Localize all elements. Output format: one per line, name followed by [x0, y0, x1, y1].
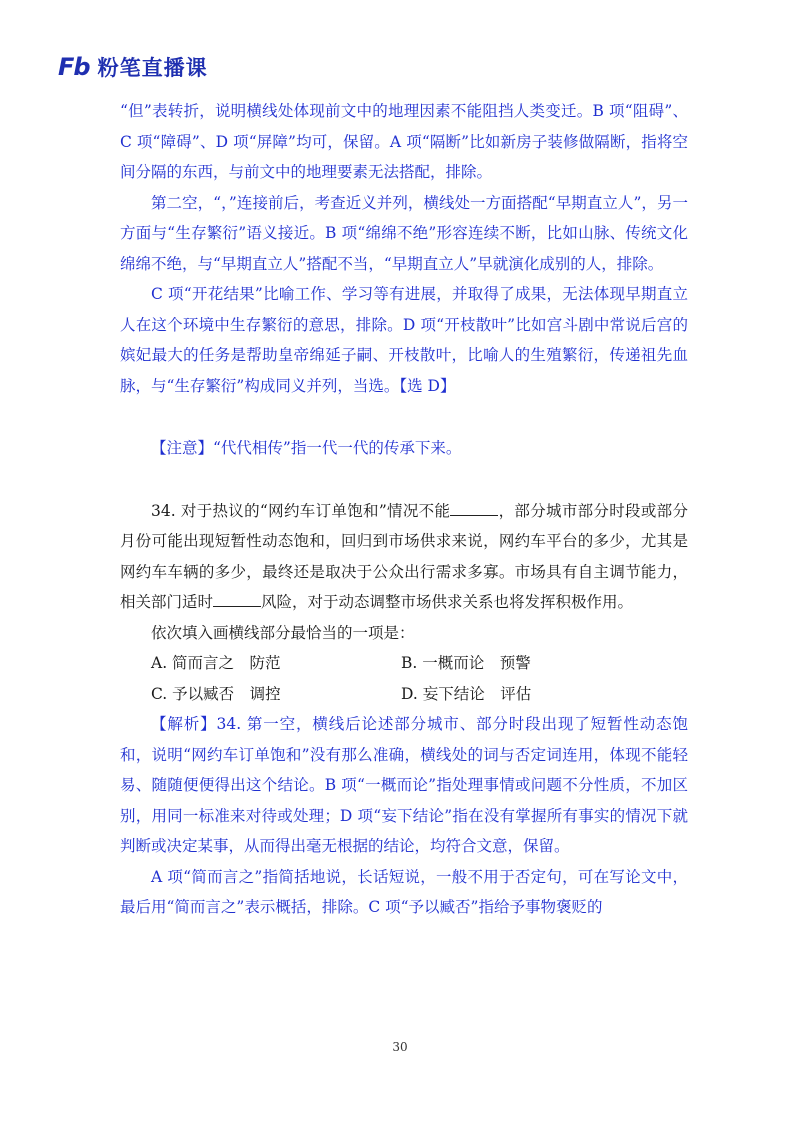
document-body	[120, 96, 688, 923]
question-prompt: 依次填入画横线部分最恰当的一项是：	[151, 623, 415, 642]
question-text-3: 风险，对于动态调整市场供求关系也将发挥积极作用。	[261, 593, 634, 611]
analysis-paragraph-1: “但”表转折，说明横线处体现前文中的地理因素不能阻挡人类变迁。B 项“阻碍”、C 项“障碍”、D 项“屏障”均可，保留。A 项“隔断”比如新房子装修做隔断，指将空间分隔的东西，与前文中的地理要素无法搭配，排除。	[120, 102, 688, 181]
note-paragraph: 【注意】“代代相传”指一代一代的传承下来。	[151, 439, 462, 457]
option-a: A. 简而言之 防范	[151, 654, 281, 672]
analysis-paragraph-5: A 项“简而言之”指简括地说，长话短说，一般不用于否定句，可在写论文中，最后用“简而言之”表示概括，排除。C 项“予以臧否”指给予事物褒贬的	[120, 867, 688, 916]
question-text-2: ，部分城市部分时段或部分月份可能出现短暂性动态饱和，回归到市场供求来说，网约车平台的多少，尤其是网约车车辆的多少，最终还是取决于公众出行需求多寡。市场具有自主调节能力，相关部门适时	[120, 501, 688, 611]
blank-1	[450, 497, 498, 516]
options-row-1	[151, 648, 688, 679]
blank-2	[213, 588, 261, 607]
logo-mark: Fb	[58, 53, 90, 81]
answer-options	[120, 648, 688, 709]
brand-name: 粉笔直播课	[97, 56, 208, 80]
analysis-paragraph-4: 【解析】34. 第一空，横线后论述部分城市、部分时段出现了短暂性动态饱和，说明“网约车订单饱和”没有那么准确，横线处的词与否定词连用，体现不能轻易、随随便便得出这个结论。B 项“一概而论”指处理事情或问题不分性质，不加区别，用同一标准来对待或处理；D 项“妄下结论”指在没有掌握所有事实的情况下就判断或决定某事，从而得出毫无根据的结论，均符合文意，保留。	[120, 715, 688, 855]
question-stem	[120, 496, 688, 618]
page-number: 30	[392, 1040, 408, 1054]
brand-logo	[58, 52, 208, 82]
analysis-paragraph-3: C 项“开花结果”比喻工作、学习等有进展，并取得了成果，无法体现早期直立人在这个环境中生存繁衍的意思，排除。D 项“开枝散叶”比如宫斗剧中常说后宫的嫔妃最大的任务是帮助皇帝绵延子嗣、开枝散叶，比喻人的生殖繁衍，传递祖先血脉，与“生存繁衍”构成同义并列，当选。【选 D】	[120, 285, 688, 395]
option-c: C. 予以臧否 调控	[151, 684, 281, 703]
option-b: B. 一概而论 预警	[401, 654, 531, 672]
question-text-1: 34. 对于热议的“网约车订单饱和”情况不能	[151, 501, 451, 520]
options-row-2	[151, 679, 688, 710]
option-d: D. 妄下结论 评估	[401, 684, 532, 703]
analysis-paragraph-2: 第二空，“，”连接前后，考查近义并列，横线处一方面搭配“早期直立人”，另一方面与“生存繁衍”语义接近。B 项“绵绵不绝”形容连续不断，比如山脉、传统文化绵绵不绝，与“早期直立人”搭配不当，“早期直立人”早就演化成别的人，排除。	[120, 193, 688, 273]
